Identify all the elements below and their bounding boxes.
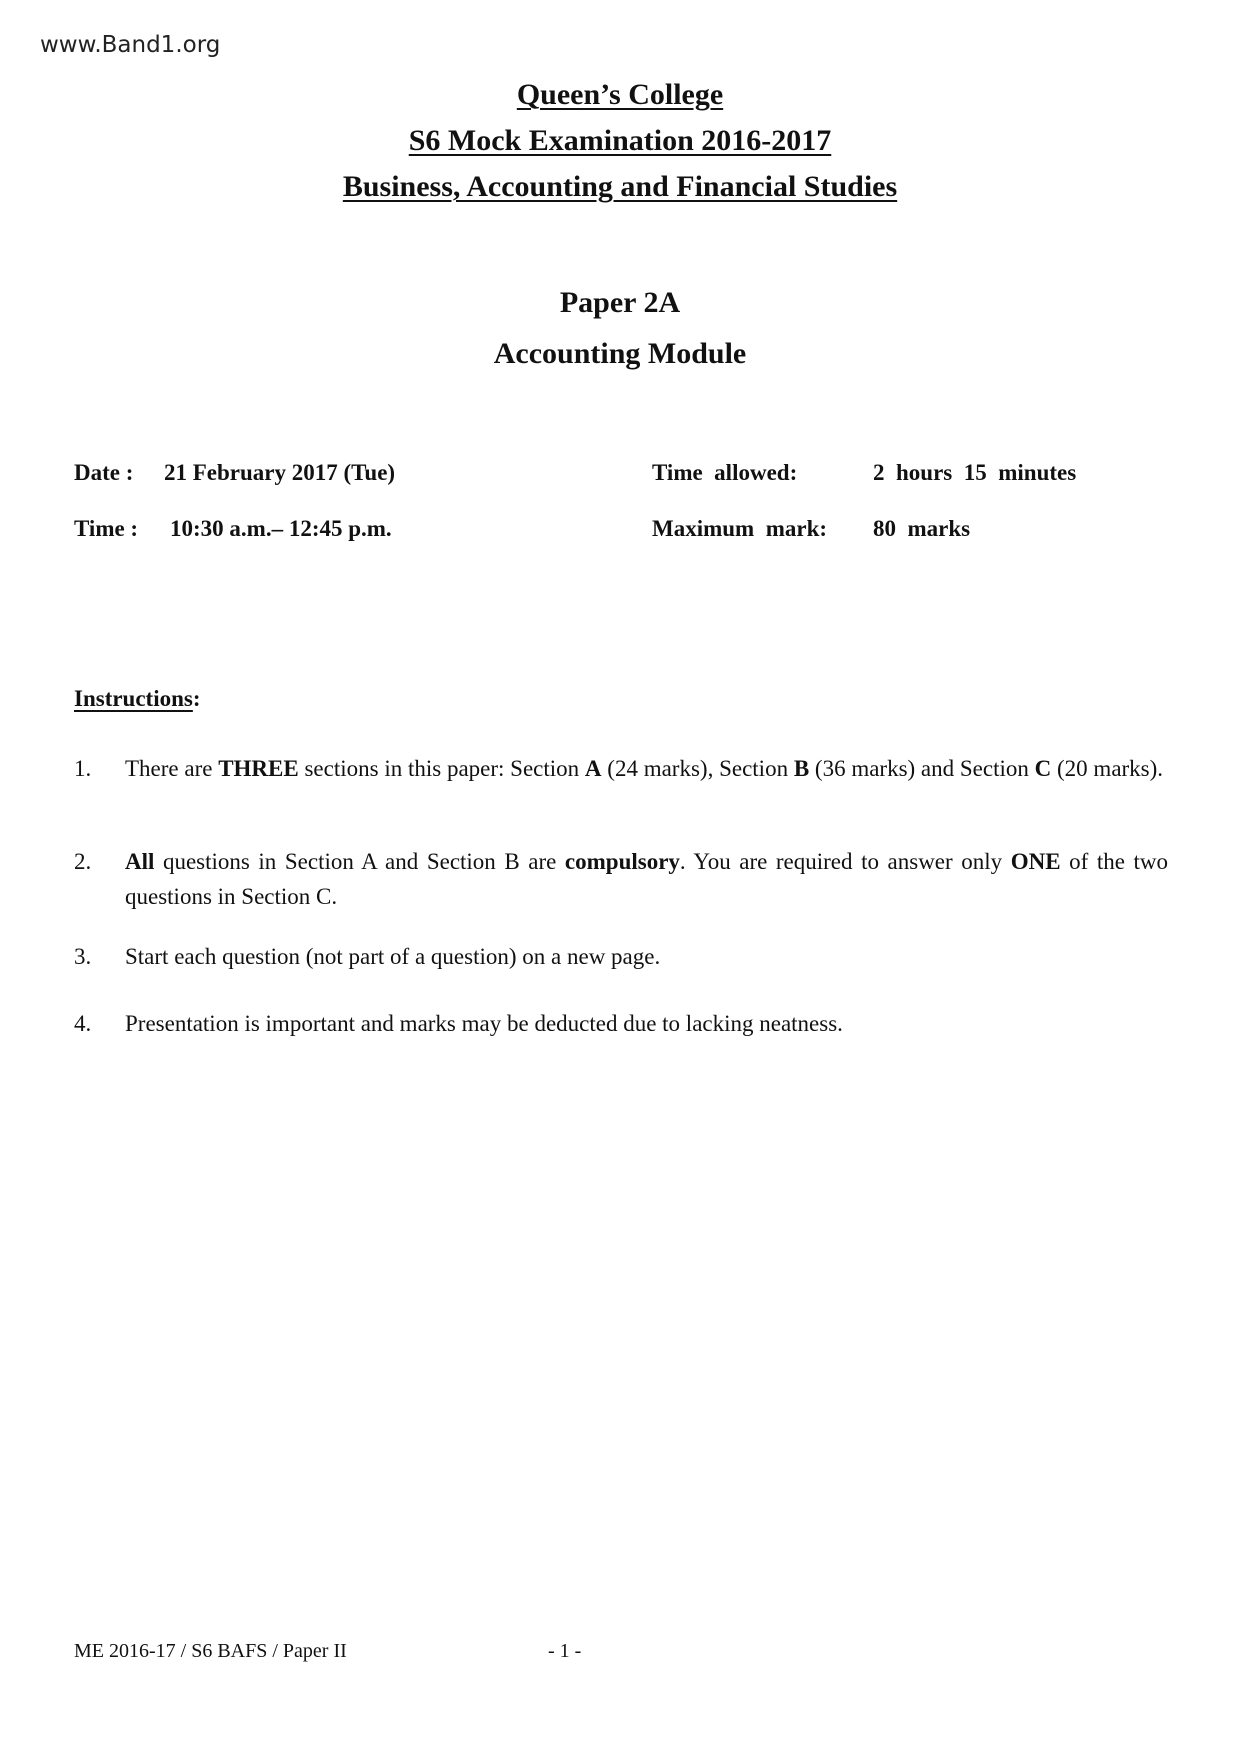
text-run: There are [125, 756, 219, 781]
item-number: 4. [74, 1011, 92, 1036]
max-mark-label: Maximum mark: [652, 516, 828, 541]
emphasis: All [125, 849, 155, 874]
time-allowed-value: 2 hours 15 minutes [873, 460, 1077, 485]
text-run: of the two questions in Section C. [125, 849, 1168, 909]
text-run: . You are required to answer only [679, 849, 1011, 874]
instructions-heading [74, 686, 201, 712]
paper-title: Paper 2A [559, 286, 681, 319]
date-label: Date : [74, 460, 134, 485]
footer-reference: ME 2016-17 / S6 BAFS / Paper II [74, 1640, 347, 1662]
time-allowed-label: Time allowed: [652, 460, 798, 485]
instruction-item-2 [74, 844, 1168, 914]
subject-title [0, 170, 1240, 204]
watermark: www.Band1.org [40, 32, 221, 58]
text-run: questions in Section A and Section B are [154, 849, 565, 874]
instructions-colon: : [192, 686, 201, 711]
exam-title [0, 124, 1240, 158]
school-name [0, 78, 1240, 112]
emphasis: compulsory [564, 849, 680, 874]
item-text: Presentation is important and marks may be deducted due to lacking neatness. [125, 1011, 843, 1036]
emphasis: B [793, 756, 810, 781]
item-text [125, 844, 1168, 914]
exam-title-text: S6 Mock Examination 2016-2017 [408, 124, 832, 157]
item-number: 3. [74, 944, 92, 969]
instructions-heading-text: Instructions [74, 686, 193, 711]
subject-title-text: Business, Accounting and Financial Studies [342, 170, 898, 203]
time-label: Time : [74, 516, 139, 541]
text-run: (20 marks). [1051, 756, 1164, 781]
max-mark-value: 80 marks [873, 516, 971, 541]
emphasis: A [584, 756, 602, 781]
module-title: Accounting Module [493, 337, 747, 370]
emphasis: THREE [218, 756, 299, 781]
instruction-item-4 [74, 1006, 1168, 1041]
page-number: - 1 - [548, 1640, 582, 1662]
text-run: sections in this paper: Section [298, 756, 585, 781]
item-number: 1. [74, 756, 92, 781]
time-value: 10:30 a.m.– 12:45 p.m. [170, 516, 392, 541]
emphasis: ONE [1010, 849, 1061, 874]
instruction-item-1 [74, 751, 1168, 786]
item-text: Start each question (not part of a question) on a new page. [125, 944, 661, 969]
item-text [125, 751, 1168, 786]
emphasis: C [1034, 756, 1052, 781]
text-run: (36 marks) and Section [809, 756, 1035, 781]
text-run: (24 marks), Section [601, 756, 794, 781]
date-value: 21 February 2017 (Tue) [164, 460, 396, 485]
item-number: 2. [74, 849, 92, 874]
school-name-text: Queen’s College [516, 78, 724, 111]
instruction-item-3 [74, 939, 1168, 974]
